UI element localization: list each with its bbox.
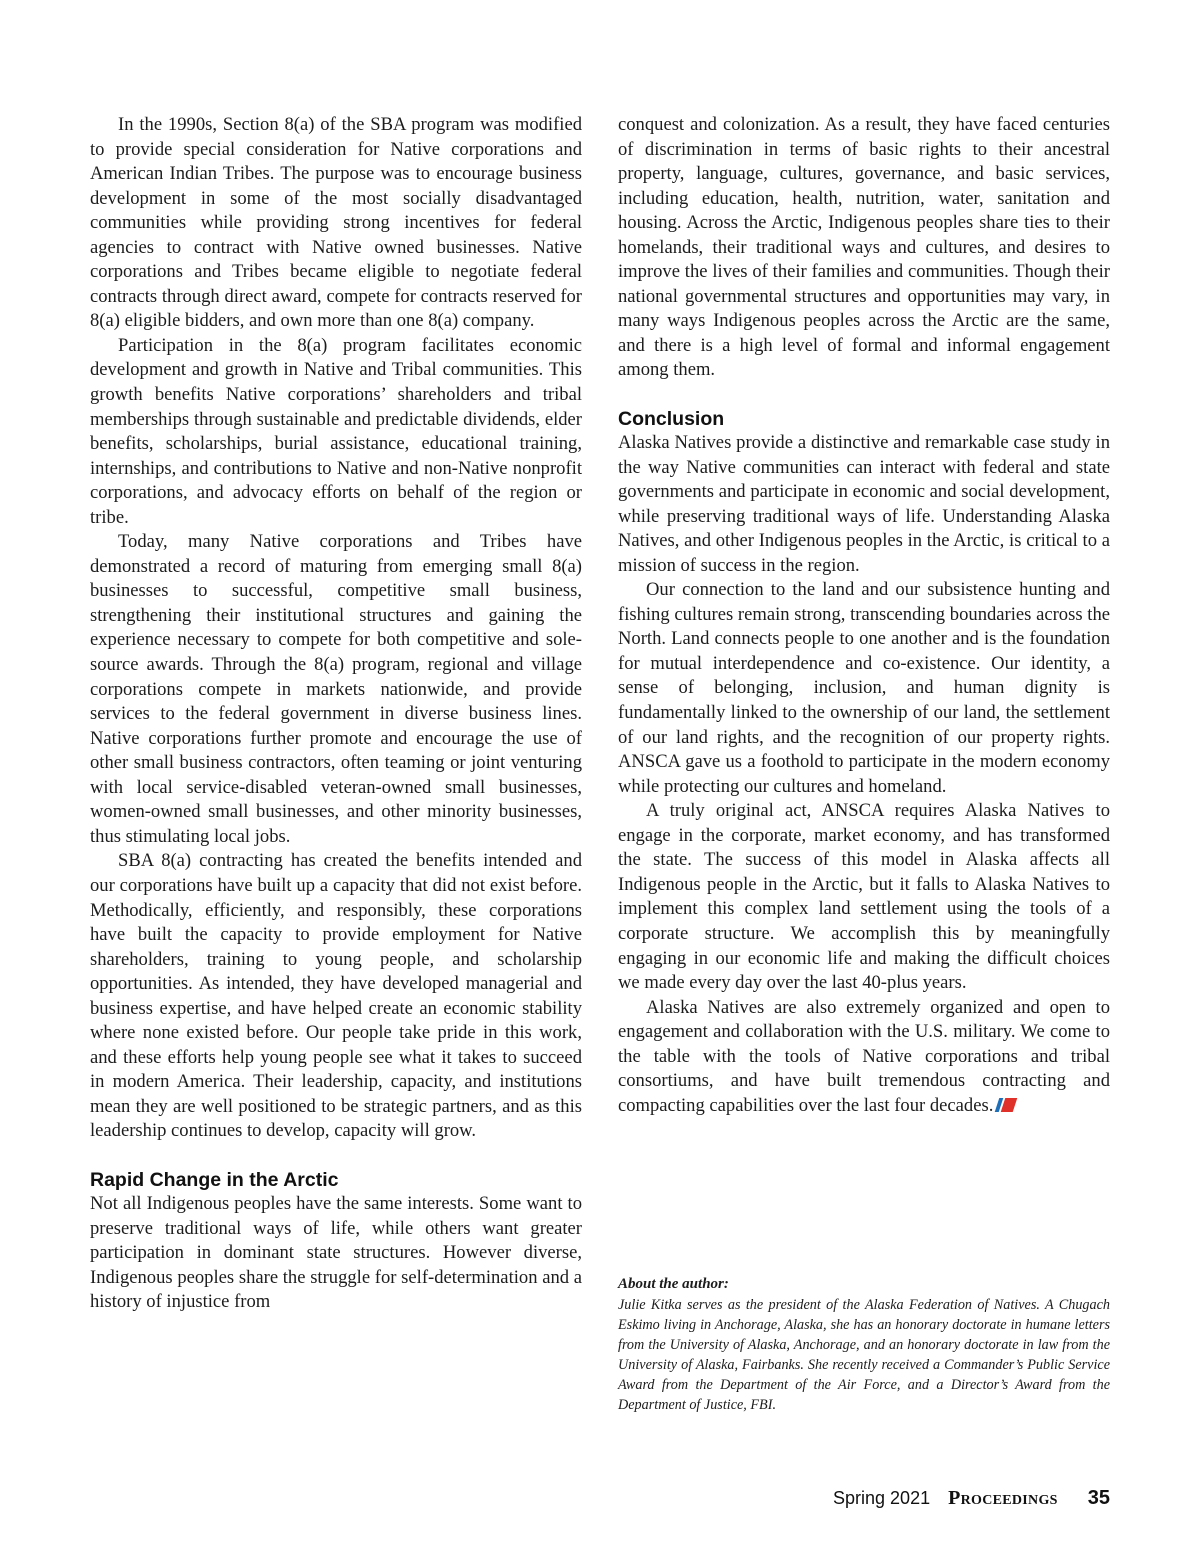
page-footer: [833, 1487, 1110, 1510]
left-column: [90, 113, 582, 1315]
body-paragraph: conquest and colonization. As a result, they have faced centuries of discrimination in terms of basic rights to their ancestral property, language, cultures, governance, and basic services, including education, health, nutrition, water, sanitation and housing. Across the Arctic, Indigenous peoples share ties to their homelands, their traditional ways and cultures, and desires to improve the lives of their families and communities. Though their national governmental structures and opportunities may vary, in many ways Indigenous peoples across the Arctic are the same, and there is a high level of formal and informal engagement among them.: [618, 114, 1110, 381]
page-number: 35: [1087, 1487, 1110, 1509]
section-heading-rapid-change: Rapid Change in the Arctic: [90, 1168, 339, 1191]
body-paragraph: Our connection to the land and our subsistence hunting and fishing cultures remain strong, transcending boundaries across the North. Land connects people to one another and is the foundation for mutual interdependence and co-existence. Our identity, a sense of belonging, inclusion, and human dignity is fundamentally linked to the ownership of our land, the settlement of our land rights, and the recognition of our property rights. ANSCA gave us a foothold to participate in the modern economy while protecting our cultures and homeland.: [618, 579, 1110, 797]
about-author-box: [618, 1274, 1110, 1415]
body-paragraph: SBA 8(a) contracting has created the benefits intended and our corporations have built up a capacity that did not exist before. Methodically, efficiently, and responsibly, these corporations have built the capacity to provide employment for Native shareholders, training to young people, and scholarship opportunities. As intended, they have developed managerial and business expertise, and have helped create an economic stability where none existed before. Our people take pride in this work, and these efforts help young people see what it takes to succeed in modern America. Their leadership, capacity, and institutions mean they are well positioned to be strategic partners, and as this leadership continues to develop, capacity will grow.: [90, 850, 582, 1142]
about-author-label: About the author:: [618, 1276, 729, 1292]
publication-name: Proceedings: [948, 1487, 1058, 1509]
issue-date: Spring 2021: [833, 1488, 931, 1508]
author-bio: Julie Kitka serves as the president of the Alaska Federation of Natives. A Chugach Eskimo living in Anchorage, Alaska, she has an honorary doctorate in humane letters from the University of Alaska, Anchorage, and an honorary doctorate in law from the University of Alaska, Fairbanks. She recently received a Commander’s Public Service Award from the Department of the Air Force, and a Director’s Award from the Department of Justice, FBI.: [618, 1297, 1110, 1413]
section-heading-conclusion: Conclusion: [618, 408, 725, 431]
section-spacer: [90, 1144, 582, 1168]
body-paragraph: Alaska Natives provide a distinctive and remarkable case study in the way Native communities can interact with federal and state governments and participate in economic and social development, while preserving traditional ways of life. Understanding Alaska Natives, and other Indigenous peoples in the Arctic, is critical to a mission of success in the region.: [618, 432, 1110, 576]
final-paragraph: [618, 996, 1110, 1119]
body-paragraph: Not all Indigenous peoples have the same interests. Some want to preserve traditional ways of life, while others want greater participation in dominant state structures. However diverse, Indigenous peoples share the struggle for self-determination and a history of injustice from: [90, 1192, 582, 1313]
final-paragraph-text: Alaska Natives are also extremely organized and open to engagement and collaboration with the U.S. military. We come to the table with the tools of Native corporations and tribal consortiums, and have built tremendous contracting and compacting capabilities over the last four decades.: [618, 996, 1110, 1116]
right-column: [618, 113, 1110, 1118]
body-paragraph: Participation in the 8(a) program facilitates economic development and growth in Native and Tribal communities. This growth benefits Native corporations’ shareholders and tribal memberships through sustainable and predictable dividends, elder benefits, scholarships, burial assistance, educational training, internships, and contributions to Native and non-Native nonprofit corporations, and advocacy efforts on behalf of the region or tribe.: [90, 334, 582, 528]
body-paragraph: In the 1990s, Section 8(a) of the SBA program was modified to provide special consideration for Native corporations and American Indian Tribes. The purpose was to encourage business development in some of the most socially disadvantaged communities while providing strong incentives for federal agencies to contract with Native owned businesses. Native corporations and Tribes became eligible to negotiate federal contracts through direct award, compete for contracts reserved for 8(a) eligible bidders, and own more than one 8(a) company.: [90, 114, 582, 332]
end-mark-red-bar: [1001, 1098, 1018, 1112]
body-paragraph: Today, many Native corporations and Tribes have demonstrated a record of maturing from emerging small 8(a) businesses to successful, competitive small business, strengthening their institutional structures and gaining the experience necessary to compete for both competitive and sole-source awards. Through the 8(a) program, regional and village corporations compete in markets nationwide, and provide services to the federal government in diverse business lines. Native corporations further promote and encourage the use of other small business contractors, often teaming or joint venturing with local service-disabled veteran-owned small businesses, women-owned small businesses, and other minority businesses, thus stimulating local jobs.: [90, 531, 582, 847]
section-spacer: [618, 383, 1110, 407]
body-paragraph: A truly original act, ANSCA requires Alaska Natives to engage in the corporate, market economy, and has transformed the state. The success of this model in Alaska affects all Indigenous people in the Arctic, but it falls to Alaska Natives to implement this complex land settlement using the tools of a corporate structure. We accomplish this by meaningfully engaging in our economic life and making the difficult choices we made every day over the last 40-plus years.: [618, 800, 1110, 994]
end-of-article-icon: [995, 1098, 1017, 1112]
